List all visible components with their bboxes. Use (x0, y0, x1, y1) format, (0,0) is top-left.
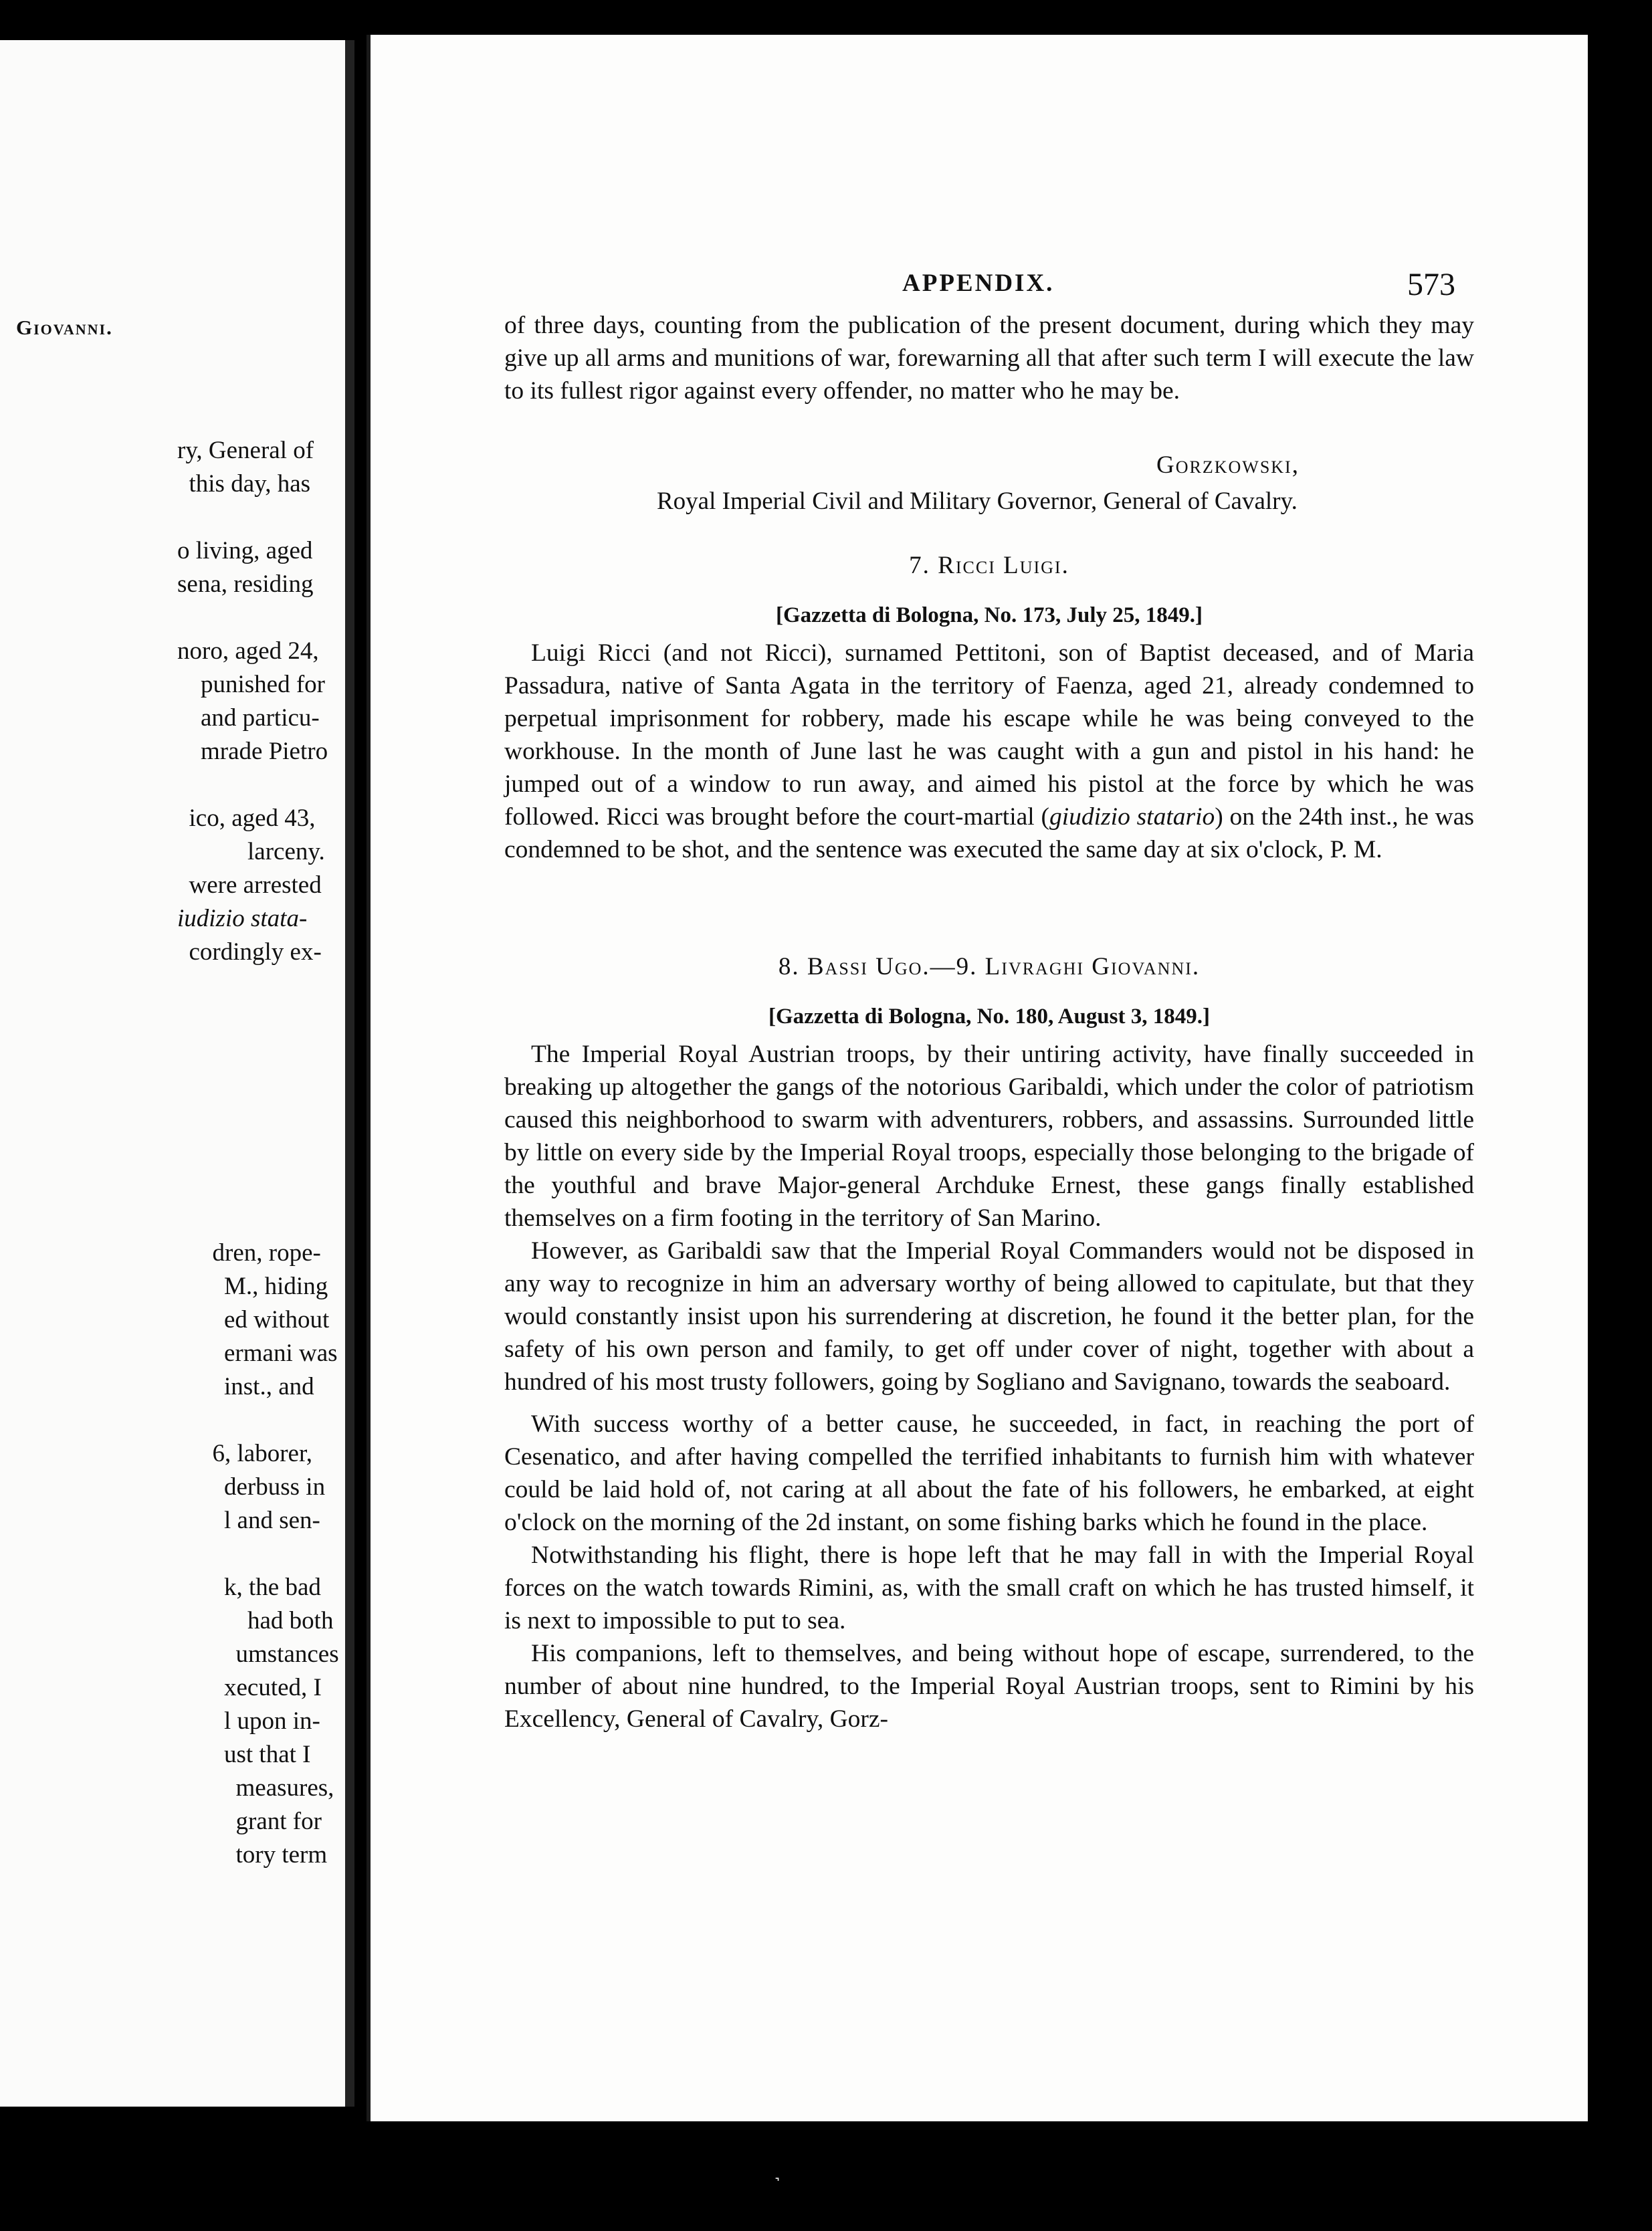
left-page-line: measures, (235, 1774, 334, 1802)
left-page-line: had both (247, 1607, 334, 1634)
signature-name: Gorzkowski, (1156, 451, 1300, 479)
left-page-line: tory term (235, 1841, 328, 1869)
left-page-line: k, the bad (224, 1574, 321, 1601)
left-page-line: ed without (224, 1306, 330, 1334)
left-page-line: 6, laborer, (212, 1440, 313, 1467)
section-8-paragraph-2: However, as Garibaldi saw that the Imperial Royal Commanders would not be disposed in any way to recognize in him an adversary worthy of being allowed to capitulate, but that they would constantly insist upon his surrendering at discretion, he found it the better plan, for the safety of his own person and family, to get off under cover of night, together with about a hundred of his most trusty followers, going by Sogliano and Savignano, towards the seaboard. (504, 1237, 1474, 1396)
section-7-paragraph (504, 637, 1474, 866)
left-page-line: larceny. (247, 838, 325, 865)
left-page-line: dren, rope- (212, 1239, 321, 1267)
page-header (371, 255, 1588, 302)
section-8-source: [Gazzetta di Bologna, No. 180, August 3, 1849.] (768, 1004, 1210, 1029)
section-7-text: Luigi Ricci (and not Ricci), surnamed Pettitoni, son of Baptist deceased, and of Maria Passadura, native of Santa Agata in the territory of Faenza, aged 21, already condemned to perpetual imprisonment for robbery, made his escape while he was being conveyed to the workhouse. In the month of June last he was caught with a gun and pistol in his hand: he jumped out of a window to run away, and aimed his pistol at the force by which he was followed. Ricci was brought before the court-martial ( (504, 639, 1474, 831)
left-page-line: were arrested (189, 871, 322, 899)
left-page-line: l upon in- (224, 1707, 320, 1735)
intro-paragraph-text: of three days, counting from the publication of the present document, during which they may give up all arms and munitions of war, forewarning all that after such term I will execute the law to its fullest rigor against every offender, no matter who he may be. (504, 312, 1474, 405)
left-page-line: sena, residing (177, 570, 314, 598)
left-page-line: grant for (235, 1808, 322, 1835)
page-gutter (345, 40, 354, 2107)
left-page-line: noro, aged 24, (177, 637, 319, 665)
left-page (0, 40, 354, 2107)
signature-title: Royal Imperial Civil and Military Governor, General of Cavalry. (657, 488, 1298, 515)
left-page-line: o living, aged (177, 537, 313, 564)
section-8-paragraph-4: Notwithstanding his flight, there is hope left that he may fall in with the Imperial Royal forces on the watch towards Rimini, as, with the small craft on which he has trusted himself, it is next to impossible to put to sea. (504, 1542, 1474, 1634)
left-page-line: and particu- (201, 704, 320, 732)
left-page-line: punished for (201, 671, 325, 698)
left-page-line: mrade Pietro (201, 738, 328, 765)
section-8-heading: 8. Bassi Ugo.—9. Livraghi Giovanni. (778, 953, 1201, 980)
left-page-line: ry, General of (177, 437, 314, 464)
left-page-line: l and sen- (224, 1507, 320, 1534)
left-page-line: cordingly ex- (189, 938, 322, 966)
section-8-paragraph-3: With success worthy of a better cause, he succeeded, in fact, in reaching the port of Cesenatico, and after having compelled the terrified inhabitants to furnish him with whatever could be laid hold of, not caring at all about the fate of his followers, he embarked, at eight o'clock on the morning of the 2d instant, on some fishing barks which he found in the place. (504, 1410, 1474, 1536)
intro-paragraph (504, 309, 1474, 407)
section-7-source: [Gazzetta di Bologna, No. 173, July 25, 1849.] (776, 603, 1203, 627)
section-7-italic: giudizio statario (1049, 803, 1215, 831)
left-page-line: ico, aged 43, (189, 805, 316, 832)
left-page-line: M., hiding (224, 1273, 328, 1300)
right-page (367, 35, 1588, 2121)
left-page-line: inst., and (224, 1373, 314, 1400)
section-7-text-end: ) on the 24th inst., he was condemned to be shot, and the sentence was executed the same day at six o'clock, P. M. (504, 803, 1474, 863)
section-7-heading: 7. Ricci Luigi. (909, 552, 1069, 579)
left-page-line: derbuss in (224, 1473, 326, 1501)
running-head: APPENDIX. (902, 270, 1055, 297)
section-8-paragraph-1: The Imperial Royal Austrian troops, by their untiring activity, have finally succeeded in breaking up altogether the gangs of the notorious Garibaldi, which under the color of patriotism caused this neighborhood to swarm with adventurers, robbers, and assassins. Surrounded little by little on every side by the Imperial Royal troops, especially those belonging to the brigade of the youthful and brave Major-general Archduke Ernest, these gangs finally established themselves on a firm footing in the territory of San Marino. (504, 1041, 1474, 1232)
section-8-body (504, 1038, 1474, 1735)
left-page-line: ust that I (224, 1741, 311, 1768)
left-page-header: Giovanni. (16, 316, 113, 339)
section-8-paragraph-5: His companions, left to themselves, and being without hope of escape, surrendered, to the number of about nine hundred, to the Imperial Royal Austrian troops, sent to Rimini by his Excellency, General of Cavalry, Gorz- (504, 1640, 1474, 1733)
left-page-line: umstances (235, 1640, 339, 1668)
left-page-line: this day, has (189, 470, 311, 498)
page-number: 573 (1407, 267, 1455, 302)
left-page-line: iudizio stata- (177, 905, 308, 932)
left-page-line: ermani was (224, 1340, 338, 1367)
scan-mark: ˺ (774, 2173, 781, 2196)
left-page-line: xecuted, I (224, 1674, 322, 1701)
